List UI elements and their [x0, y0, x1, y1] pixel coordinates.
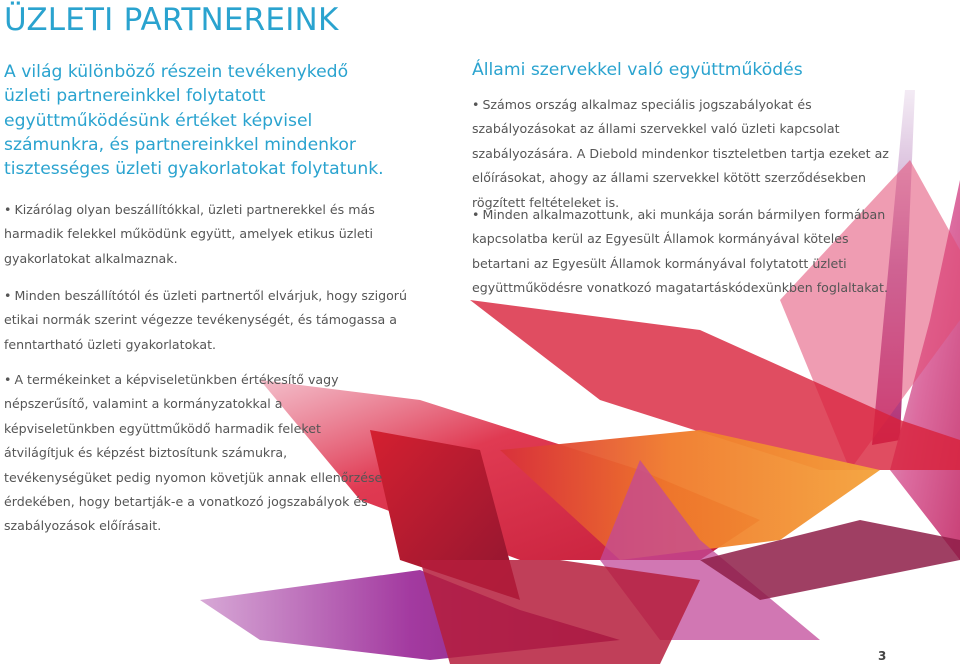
- page-number: 3: [878, 649, 887, 663]
- bullet-text: Minden alkalmazottunk, aki munkája során bármilyen formában kapcsolatba kerül az Egyesült Államok kormányával köteles betartani az Egyesült Államok kormányával folytatott üzleti együttműködésre vonatkozó magatartáskódexünkben foglaltakat.: [472, 207, 888, 296]
- bullet-dot: •: [472, 97, 480, 112]
- bullet-text: Kizárólag olyan beszállítókkal, üzleti partnerekkel és más harmadik felekkel működünk együtt, amelyek etikus üzleti gyakorlatokat alkalmaznak.: [4, 202, 375, 266]
- left-bullet-3: [4, 368, 384, 539]
- bullet-dot: •: [472, 207, 480, 222]
- left-bullet-2: [4, 284, 414, 357]
- intro-paragraph: A világ különböző részein tevékenykedő üzleti partnereinkkel folytatott együttműködésünk értéket képvisel számunkra, és partnereinkkel mindenkor tisztességes üzleti gyakorlatokat folytatunk.: [4, 62, 384, 180]
- bullet-text: Számos ország alkalmaz speciális jogszabályokat és szabályozásokat az állami szervekkel való üzleti kapcsolat szabályozására. A Diebold mindenkor tiszteletben tartja ezeket az előírásokat, ahogy az állami szervekkel kötött szerződésekben rögzített feltételeket is.: [472, 97, 889, 210]
- page-title: ÜZLETI PARTNEREINK: [4, 2, 339, 38]
- bullet-dot: •: [4, 372, 12, 387]
- section-heading: Állami szervekkel való együttműködés: [472, 60, 803, 80]
- bullet-text: Minden beszállítótól és üzleti partnertől elvárjuk, hogy szigorú etikai normák szerint végezze tevékenységét, és támogassa a fenntartható üzleti gyakorlatokat.: [4, 288, 407, 352]
- right-bullet-1: [472, 93, 902, 215]
- bullet-dot: •: [4, 202, 12, 217]
- bullet-dot: •: [4, 288, 12, 303]
- right-bullet-2: [472, 203, 892, 301]
- left-bullet-1: [4, 198, 414, 271]
- bullet-text: A termékeinket a képviseletünkben értékesítő vagy népszerűsítő, valamint a kormányzatokkal a képviseletünkben együttműködő harmadik feleket átvilágítjuk és képzést biztosítunk számukra, tevékenységüket pedig nyomon követjük annak ellenőrzése érdekében, hogy betartják-e a vonatkozó jogszabályok és szabályozások előírásait.: [4, 372, 383, 534]
